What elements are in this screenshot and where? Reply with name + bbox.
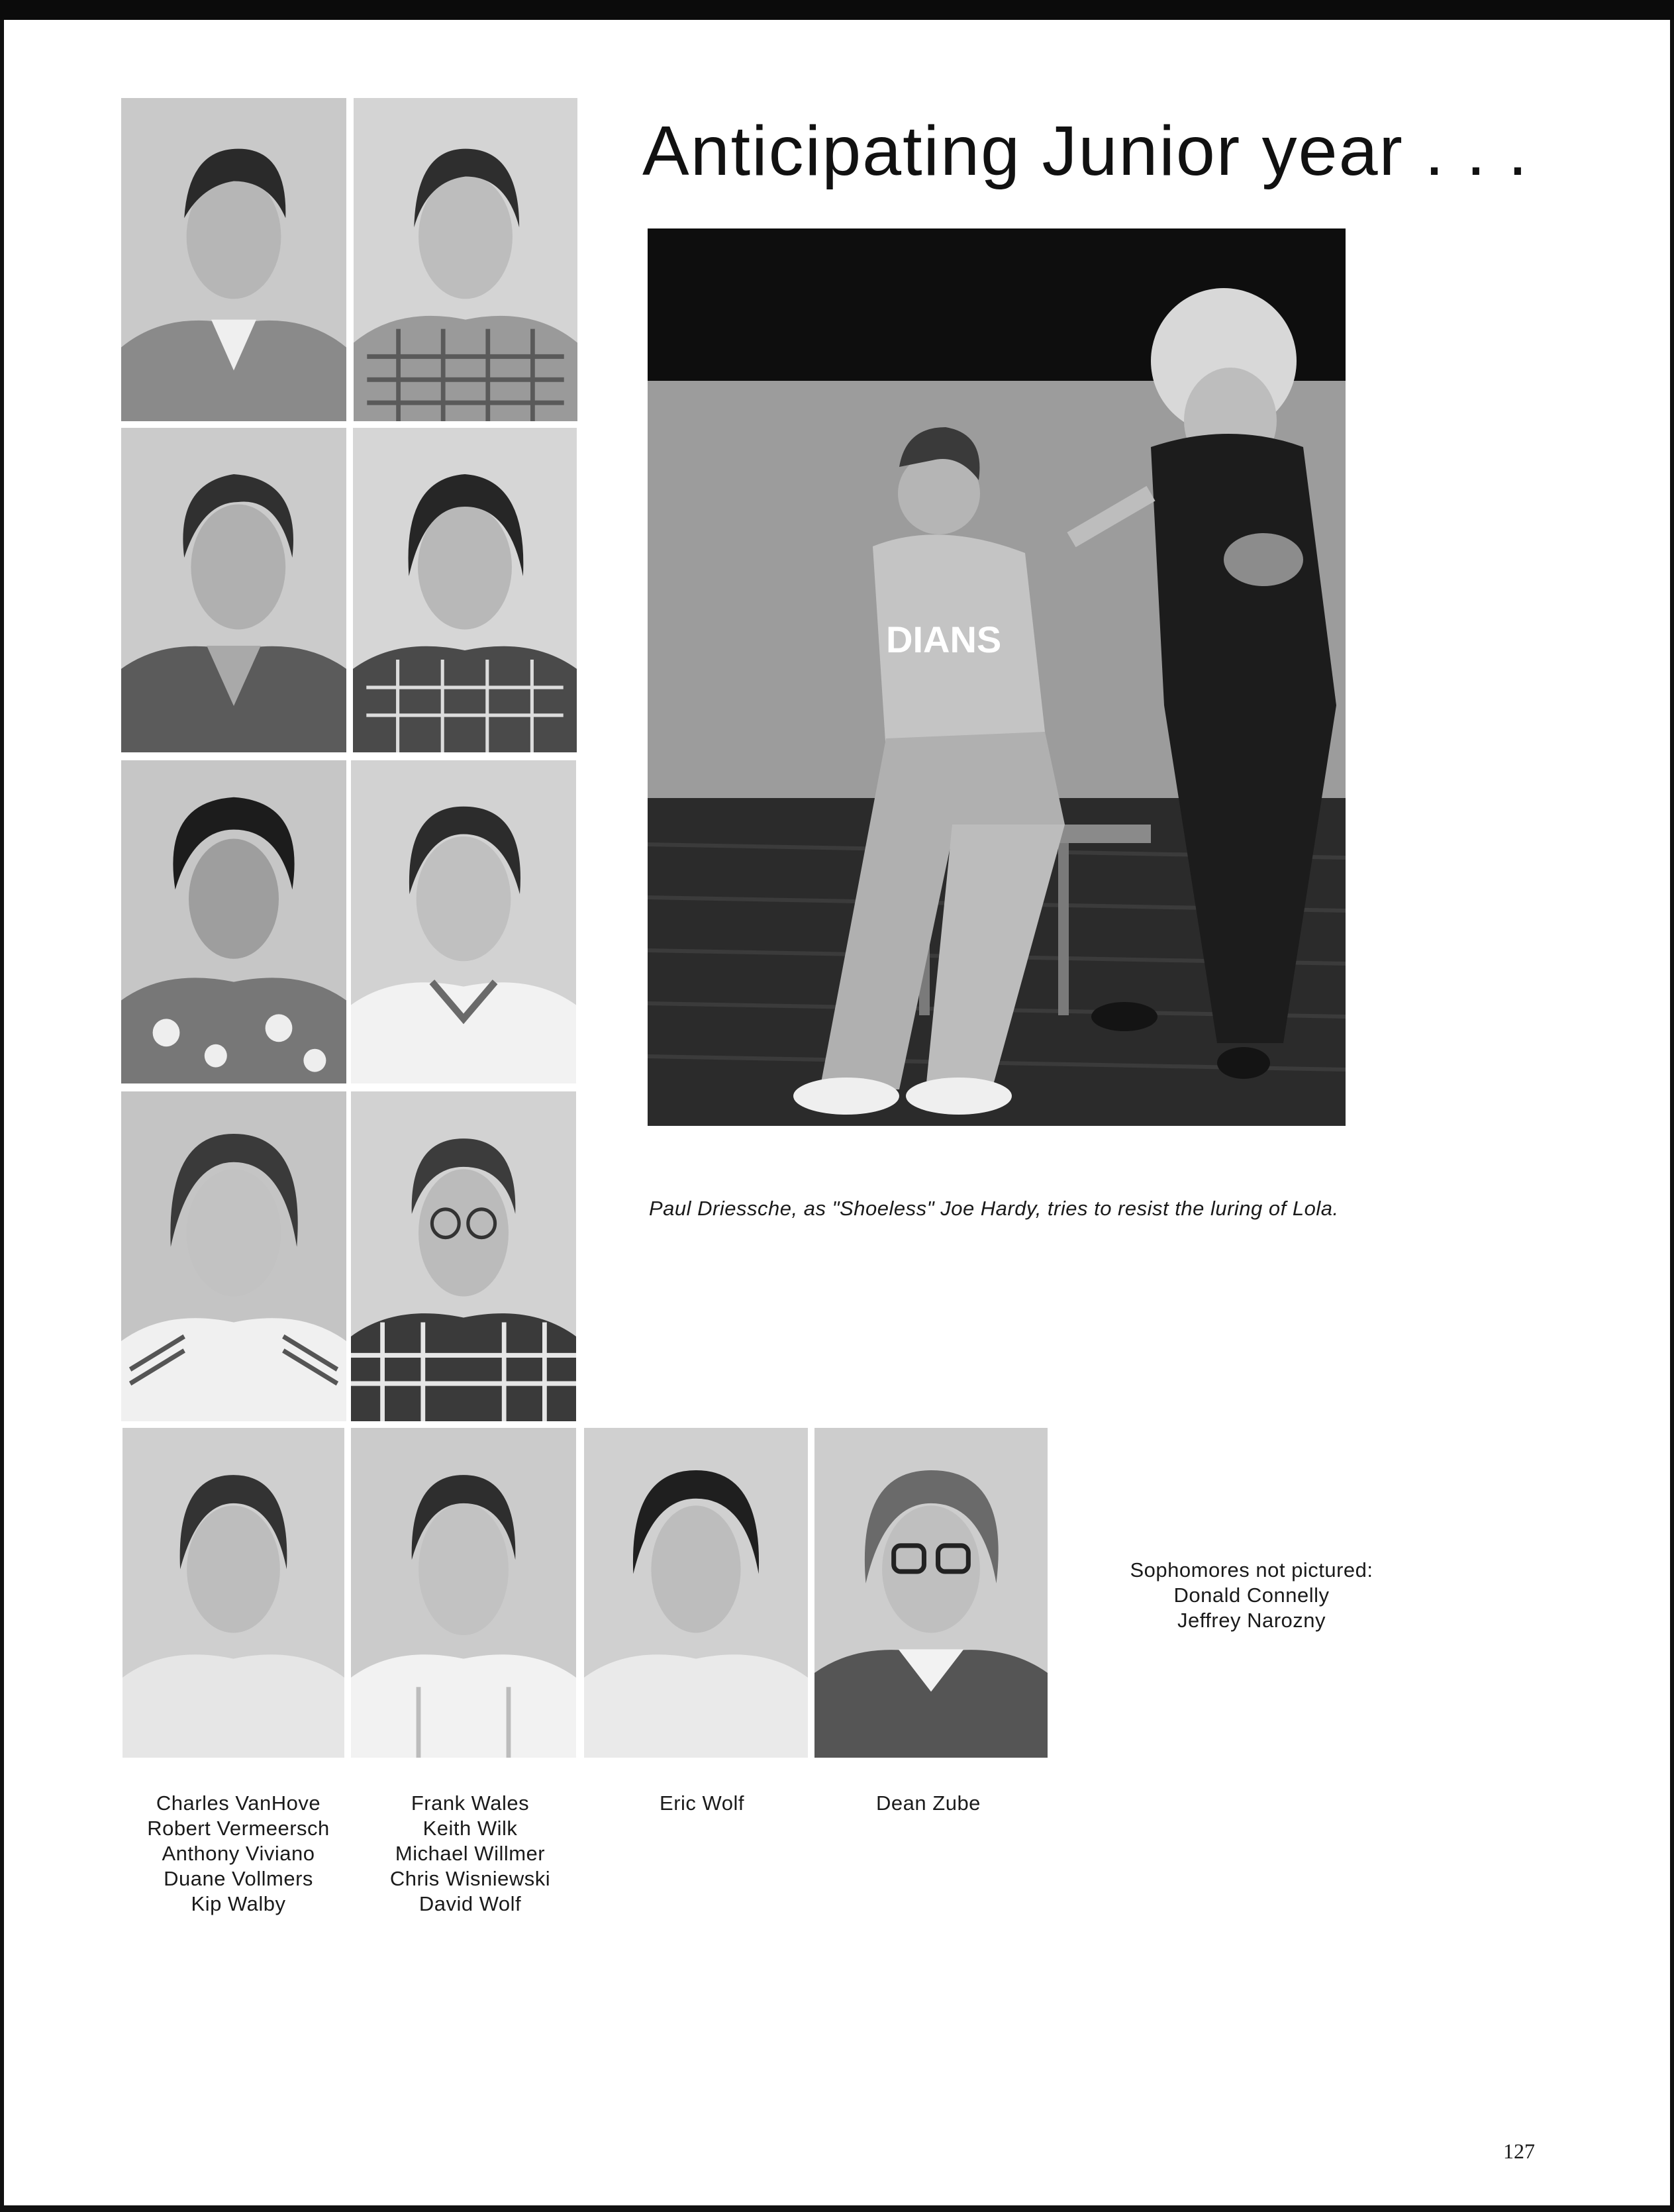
portrait-photo [353,428,577,752]
student-name: Chris Wisniewski [389,1867,551,1890]
name-column [816,1791,1041,1816]
student-name: Robert Vermeersch [147,1817,330,1840]
scan-border-right [1670,20,1674,2205]
student-name: Eric Wolf [660,1791,744,1815]
student-name: Keith Wilk [422,1817,518,1840]
student-name: David Wolf [418,1892,522,1915]
portrait-photo [351,1091,576,1421]
portrait-photo [351,1428,576,1758]
page-title: Anticipating Junior year . . . [642,112,1529,190]
scan-border-top [0,0,1674,20]
portrait-photo [121,760,346,1083]
student-name: Kip Walby [191,1892,286,1915]
photo-caption: Paul Driessche, as "Shoeless" Joe Hardy, tries to resist the luring of Lola. [649,1197,1339,1220]
page-number: 127 [1503,2139,1535,2163]
student-name: Duane Vollmers [164,1867,313,1890]
not-pictured-name: Donald Connelly [1173,1584,1330,1607]
student-name: Dean Zube [876,1791,981,1815]
student-name: Michael Willmer [395,1842,546,1865]
portrait-photo [123,1428,344,1758]
portrait-photo [354,98,577,421]
portrait-photo [584,1428,808,1758]
shirt-text: DIANS [886,619,1002,660]
not-pictured-name: Jeffrey Narozny [1177,1609,1326,1632]
not-pictured-list [1086,1558,1417,1633]
portrait-photo [121,1091,346,1421]
portrait-photo [121,428,346,752]
portrait-photo [351,760,576,1083]
name-column [358,1791,583,1917]
student-name: Charles VanHove [156,1791,321,1815]
portrait-photo [121,98,346,421]
name-column [589,1791,814,1816]
stage-photo [648,228,1346,1126]
not-pictured-heading: Sophomores not pictured: [1130,1558,1373,1582]
portrait-photo [814,1428,1048,1758]
scan-border-bottom [0,2205,1674,2212]
scan-border-left [0,20,4,2205]
name-column [126,1791,351,1917]
student-name: Anthony Viviano [162,1842,315,1865]
student-name: Frank Wales [411,1791,530,1815]
